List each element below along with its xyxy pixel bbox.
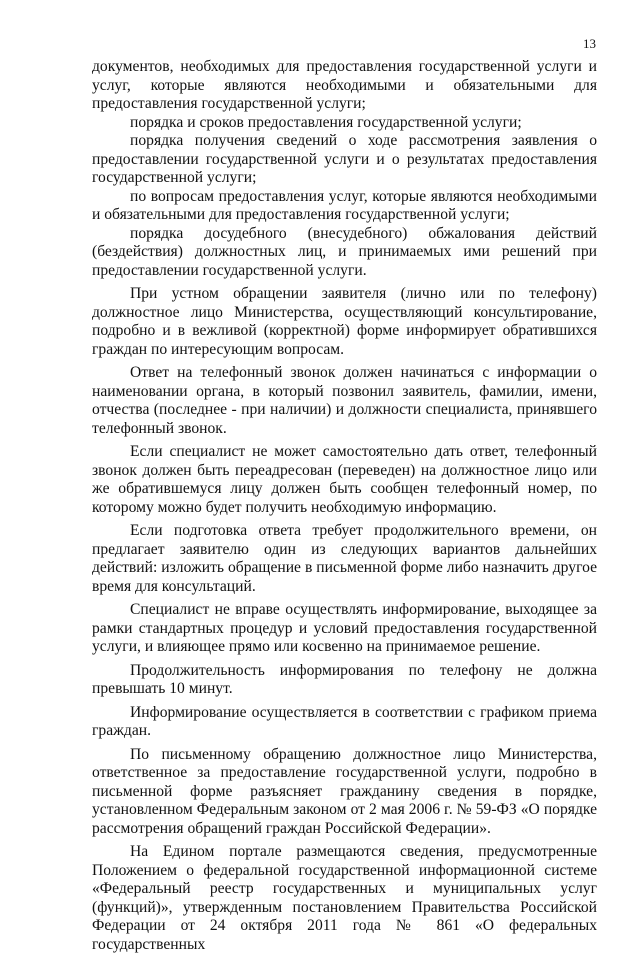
paragraph-9: Если подготовка ответа требует продолжительного времени, он предлагает заявителю один из следующих вариантов дальнейших действий: изложить обращение в письменной форме либо назначить другое время для консультаций.	[92, 522, 597, 595]
paragraph-10: Специалист не вправе осуществлять информирование, выходящее за рамки стандартных процедур и условий предоставления государственной услуги, и влияющее прямо или косвенно на принимаемое решение.	[92, 601, 597, 655]
page-number: 13	[583, 36, 596, 51]
paragraph-2: порядка и сроков предоставления государственной услуги;	[130, 113, 522, 131]
paragraph-8: Если специалист не может самостоятельно дать ответ, телефонный звонок должен быть переадресован (переведен) на должностное лицо или же обратившемуся лицу должен быть сообщен телефонный номер, по которому можно будет получить необходимую информацию.	[92, 443, 597, 516]
body-text	[92, 58, 597, 954]
paragraph-3: порядка получения сведений о ходе рассмотрения заявления о предоставлении государственной услуги и о результатах предоставления государственной услуги;	[92, 132, 597, 186]
paragraph-1: документов, необходимых для предоставления государственной услуги и услуг, которые являются необходимыми и обязательными для предоставления государственной услуги;	[92, 58, 597, 112]
paragraph-11: Продолжительность информирования по телефону не должна превышать 10 минут.	[92, 661, 597, 697]
paragraph-7: Ответ на телефонный звонок должен начинаться с информации о наименовании органа, в который позвонил заявитель, фамилии, имени, отчества (последнее - при наличии) и должности специалиста, принявшего телефонный звонок.	[92, 364, 597, 437]
paragraph-14: На Едином портале размещаются сведения, предусмотренные Положением о федеральной государственной информационной системе «Федеральный реестр государственных и муниципальных услуг (функций)», утвержденным постановлением Правительства Российской Федерации от 24 октября 2011 года № 861 «О федеральных государственных	[92, 843, 597, 953]
paragraph-5: порядка досудебного (внесудебного) обжалования действий (бездействия) должностных лиц, и принимаемых ими решений при предоставлении государственной услуги.	[92, 224, 597, 279]
paragraph-12: Информирование осуществляется в соответствии с графиком приема граждан.	[92, 703, 597, 739]
paragraph-4: по вопросам предоставления услуг, которые являются необходимыми и обязательными для предоставления государственной услуги;	[92, 187, 597, 223]
paragraph-13: По письменному обращению должностное лицо Министерства, ответственное за предоставление государственной услуги, подробно в письменной форме разъясняет гражданину сведения в порядке, установленном Федеральным законом от 2 мая 2006 г. № 59-ФЗ «О порядке рассмотрения обращений граждан Российской Федерации».	[92, 745, 597, 837]
paragraph-6: При устном обращении заявителя (лично или по телефону) должностное лицо Министерства, осуществляющий консультирование, подробно и в вежливой (корректной) форме информирует обратившихся граждан по интересующим вопросам.	[92, 285, 597, 358]
